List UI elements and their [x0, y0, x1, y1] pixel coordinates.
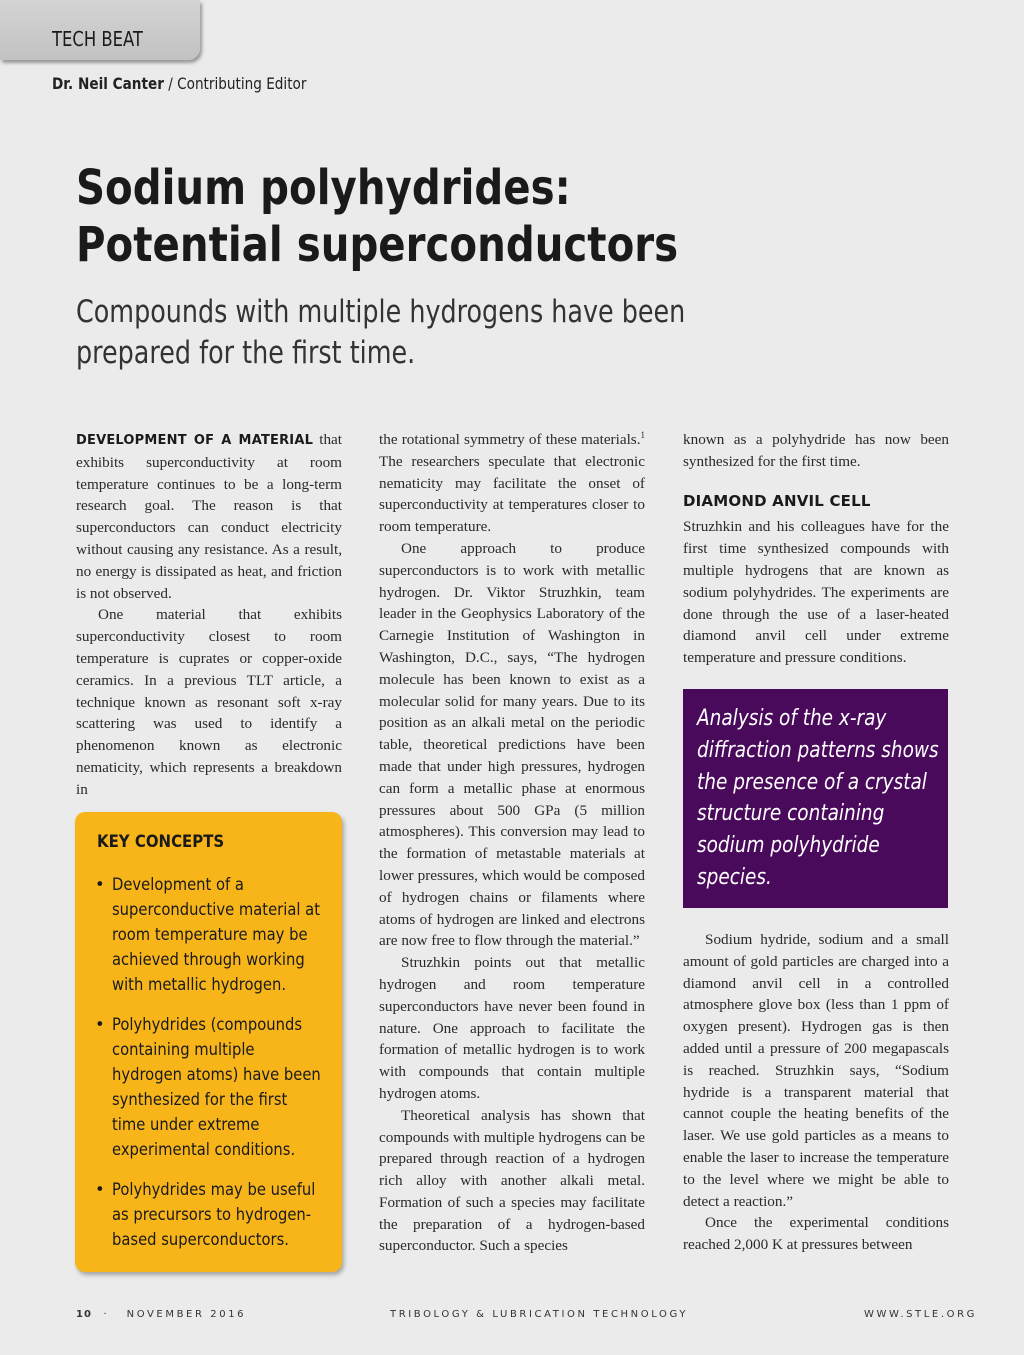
- byline: [52, 74, 306, 93]
- author-name: Dr. Neil Canter: [52, 74, 164, 93]
- paragraph-text: the rotational symmetry of these materials.: [379, 431, 641, 448]
- paragraph: Struzhkin points out that metallic hydrogen and room temperature superconductors have never been found in nature. One approach to facilitate the formation of metallic hydrogen is to work with compounds that contain multiple hydrogen atoms.: [379, 954, 645, 1102]
- footer-bullet: ·: [103, 1309, 110, 1320]
- column-3-top: [683, 429, 949, 669]
- paragraph: Struzhkin and his colleagues have for the first time synthesized compounds with multiple hydrogens that are known as sodium polyhydrides. The experiments are done through the use of a laser-heated diamond anvil cell under extreme temperature and pressure conditions.: [683, 518, 949, 667]
- key-concepts-list: [95, 872, 345, 1267]
- paragraph: [76, 429, 342, 604]
- list-item-text: • Polyhydrides (compounds containing multiple hydrogen atoms) have been synthesized for the first time under extreme experimental conditions.: [112, 1015, 321, 1159]
- paragraph: Sodium hydride, sodium and a small amount of gold particles are charged into a diamond anvil cell in a controlled atmosphere glove box (less than 1 ppm of oxygen present). Hydrogen gas is then added until a pressure of 200 megapascals is reached. Struzhkin says, “Sodium hydride is a transparent material that cannot couple the heating benefits of the laser. We use gold particles as a means to enable the laser to increase the temperature to the level where we might be able to detect a reaction.”: [683, 931, 949, 1210]
- column-2: [379, 429, 645, 1257]
- paragraph: One material that exhibits superconductivity closest to room temperature is cuprates or copper-oxide ceramics. In a previous TLT article, a technique known as resonant soft x-ray scattering was used to identify a phenomenon known as electronic nematicity, which represents a breakdown in: [76, 606, 342, 798]
- section-tab: [0, 0, 200, 60]
- paragraph-text: The researchers speculate that electronic nematicity may facilitate the onset of superconductivity at temperatures closer to room temperature.: [379, 452, 645, 536]
- article-subtitle: [76, 292, 685, 374]
- list-item-text: • Polyhydrides may be useful as precursors to hydrogen-based superconductors.: [112, 1180, 316, 1249]
- column-3-bottom: [683, 929, 949, 1256]
- issue-date: NOVEMBER 2016: [126, 1309, 247, 1320]
- paragraph: One approach to produce superconductors is to work with metallic hydrogen. Dr. Viktor Struzhkin, team leader in the Geophysics Laboratory of the Carnegie Institution of Washington in Washington, D.C., says, “The hydrogen molecule has been known to exist as a molecular solid for many years. Due to its position as an alkali metal on the periodic table, theoretical predictions have been made that under high pressures, hydrogen can form a metallic phase at enormous pressures about 500 GPa (5 million atmospheres). This conversion may lead to the formation of metastable materials at lower pressures, which would be composed of hydrogen chains or filaments where atoms of hydrogen are linked and electrons are now free to flow through the material.”: [379, 539, 645, 950]
- section-tab-label: TECH BEAT: [52, 27, 143, 51]
- subtitle-line-2: prepared for the first time.: [76, 335, 416, 371]
- column-1: [76, 429, 342, 801]
- title-line-1: Sodium polyhydrides:: [76, 160, 571, 216]
- key-concepts-title: KEY CONCEPTS: [97, 832, 225, 852]
- publication-name: TRIBOLOGY & LUBRICATION TECHNOLOGY: [390, 1309, 689, 1320]
- subtitle-line-1: Compounds with multiple hydrogens have been: [76, 294, 686, 330]
- paragraph: Once the experimental conditions reached 2,000 K at pressures between: [683, 1214, 949, 1254]
- title-line-2: Potential superconductors: [76, 217, 679, 273]
- list-item: [95, 872, 345, 997]
- list-item-text: • Development of a superconductive material at room temperature may be achieved through working with metallic hydrogen.: [112, 875, 320, 994]
- pull-quote: [683, 689, 948, 908]
- byline-separator: /: [163, 74, 178, 93]
- pull-quote-text: Analysis of the x-ray diffraction patterns shows the presence of a crystal structure containing sodium polyhydride species.: [697, 706, 939, 890]
- key-concepts-box: [75, 812, 342, 1272]
- reference-marker: 1: [640, 429, 645, 440]
- article-title: [76, 160, 678, 274]
- paragraph: known as a polyhydride has now been synthesized for the first time.: [683, 431, 949, 470]
- footer-left: [76, 1309, 246, 1320]
- page-number: 10: [76, 1309, 92, 1320]
- list-item: [95, 1012, 345, 1162]
- list-item: [95, 1177, 345, 1252]
- website-link[interactable]: WWW.STLE.ORG: [864, 1309, 977, 1320]
- paragraph: [379, 429, 645, 538]
- paragraph-text: that exhibits superconductivity at room temperature continues to be a long-term research goal. The reason is that superconductors can conduct electricity without causing any resistance. As a result, no energy is dissipated as heat, and friction is not observed.: [76, 431, 343, 602]
- paragraph: Theoretical analysis has shown that compounds with multiple hydrogens can be prepared through reaction of a hydrogen rich alloy with another alkali metal. Formation of such a species may facilitate the preparation of a hydrogen-based superconductor. Such a species: [379, 1106, 645, 1255]
- section-heading: DIAMOND ANVIL CELL: [683, 491, 871, 510]
- author-role: Contributing Editor: [177, 74, 307, 93]
- lead-in: DEVELOPMENT OF A MATERIAL: [76, 433, 314, 448]
